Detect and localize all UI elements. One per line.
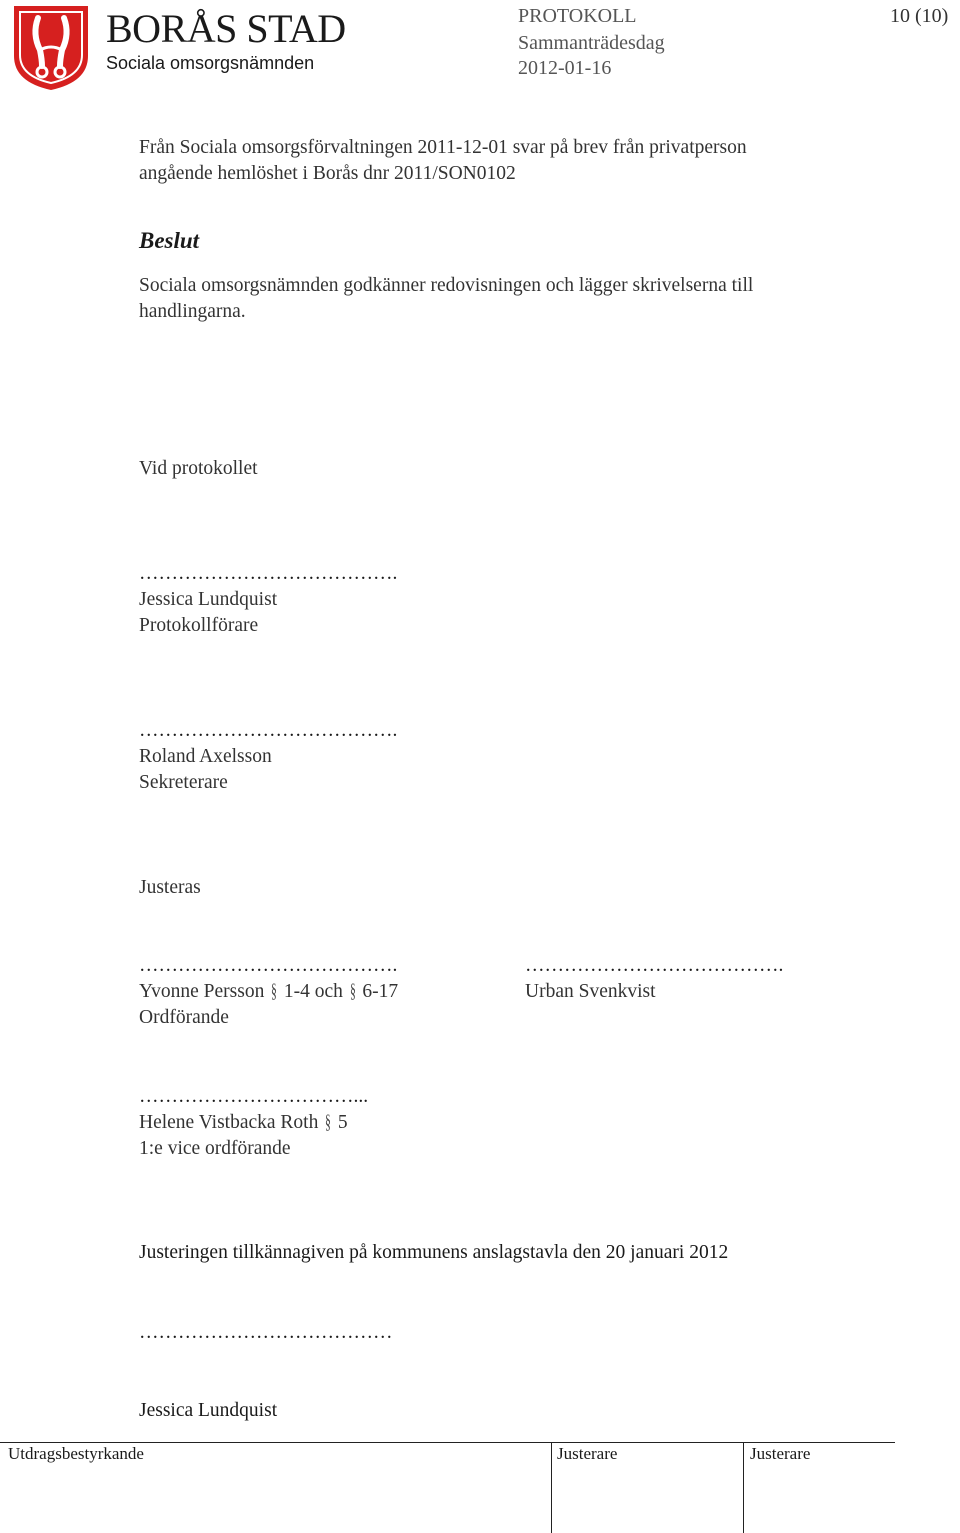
borås-coat-of-arms-logo <box>12 4 90 92</box>
adjuster-3-range: 5 <box>337 1112 348 1133</box>
decision-heading: Beslut <box>139 228 200 253</box>
adjuster-1-name: Yvonne Persson <box>139 981 265 1002</box>
signer-2-role: Sekreterare <box>139 772 228 793</box>
footer-column-divider <box>743 1442 744 1533</box>
adjuster-1-range-2: 6-17 <box>362 981 399 1002</box>
decision-line-1: Sociala omsorgsnämnden godkänner redovisningen och lägger skrivelserna till <box>139 275 754 296</box>
adjuster-2-name: Urban Svenkvist <box>525 981 656 1002</box>
section-sign-icon: § <box>349 981 356 1002</box>
meeting-date: 2012-01-16 <box>518 57 612 79</box>
footer-column-divider <box>551 1442 552 1533</box>
signer-2-name: Roland Axelsson <box>139 746 272 767</box>
adjuster-3-role: 1:e vice ordförande <box>139 1138 291 1159</box>
signature-line: ………………………………… <box>139 1322 393 1343</box>
signature-line: …………………………………. <box>139 720 398 741</box>
adjuster-1-line <box>139 979 398 1005</box>
signature-line: …………………………………. <box>139 563 398 584</box>
signer-1-role: Protokollförare <box>139 615 259 636</box>
adjuster-3-name: Helene Vistbacka Roth <box>139 1112 319 1133</box>
final-signer: Jessica Lundquist <box>139 1400 278 1421</box>
footer-utdragsbestyrkande: Utdragsbestyrkande <box>8 1444 144 1463</box>
signer-1-name: Jessica Lundquist <box>139 589 278 610</box>
coat-of-arms-icon <box>12 4 90 92</box>
intro-line-2: angående hemlöshet i Borås dnr 2011/SON0102 <box>139 163 516 184</box>
section-sign-icon: § <box>271 981 278 1002</box>
footer-justerare-1: Justerare <box>557 1444 618 1463</box>
brand-title: BORÅS STAD <box>106 6 346 51</box>
footer-justerare-2: Justerare <box>750 1444 811 1463</box>
signature-line: …………………………………. <box>139 955 398 976</box>
announcement: Justeringen tillkännagiven på kommunens anslagstavla den 20 januari 2012 <box>139 1242 729 1263</box>
signature-line: …………………………………. <box>525 955 784 976</box>
document-type: PROTOKOLL <box>518 5 637 27</box>
meeting-label: Sammanträdesdag <box>518 32 665 54</box>
page-indicator: 10 (10) <box>890 5 949 27</box>
decision-line-2: handlingarna. <box>139 301 246 322</box>
intro-line-1: Från Sociala omsorgsförvaltningen 2011-12-01 svar på brev från privatperson <box>139 137 747 158</box>
adjuster-1-range: 1-4 och <box>283 981 343 1002</box>
adjuster-1-role: Ordförande <box>139 1007 229 1028</box>
justeras-label: Justeras <box>139 877 201 898</box>
brand-subtitle: Sociala omsorgsnämnden <box>106 53 315 73</box>
section-sign-icon: § <box>325 1112 332 1133</box>
signature-line: ……………………………... <box>139 1086 369 1107</box>
adjuster-3-line <box>139 1110 348 1136</box>
vid-protokollet: Vid protokollet <box>139 458 258 479</box>
